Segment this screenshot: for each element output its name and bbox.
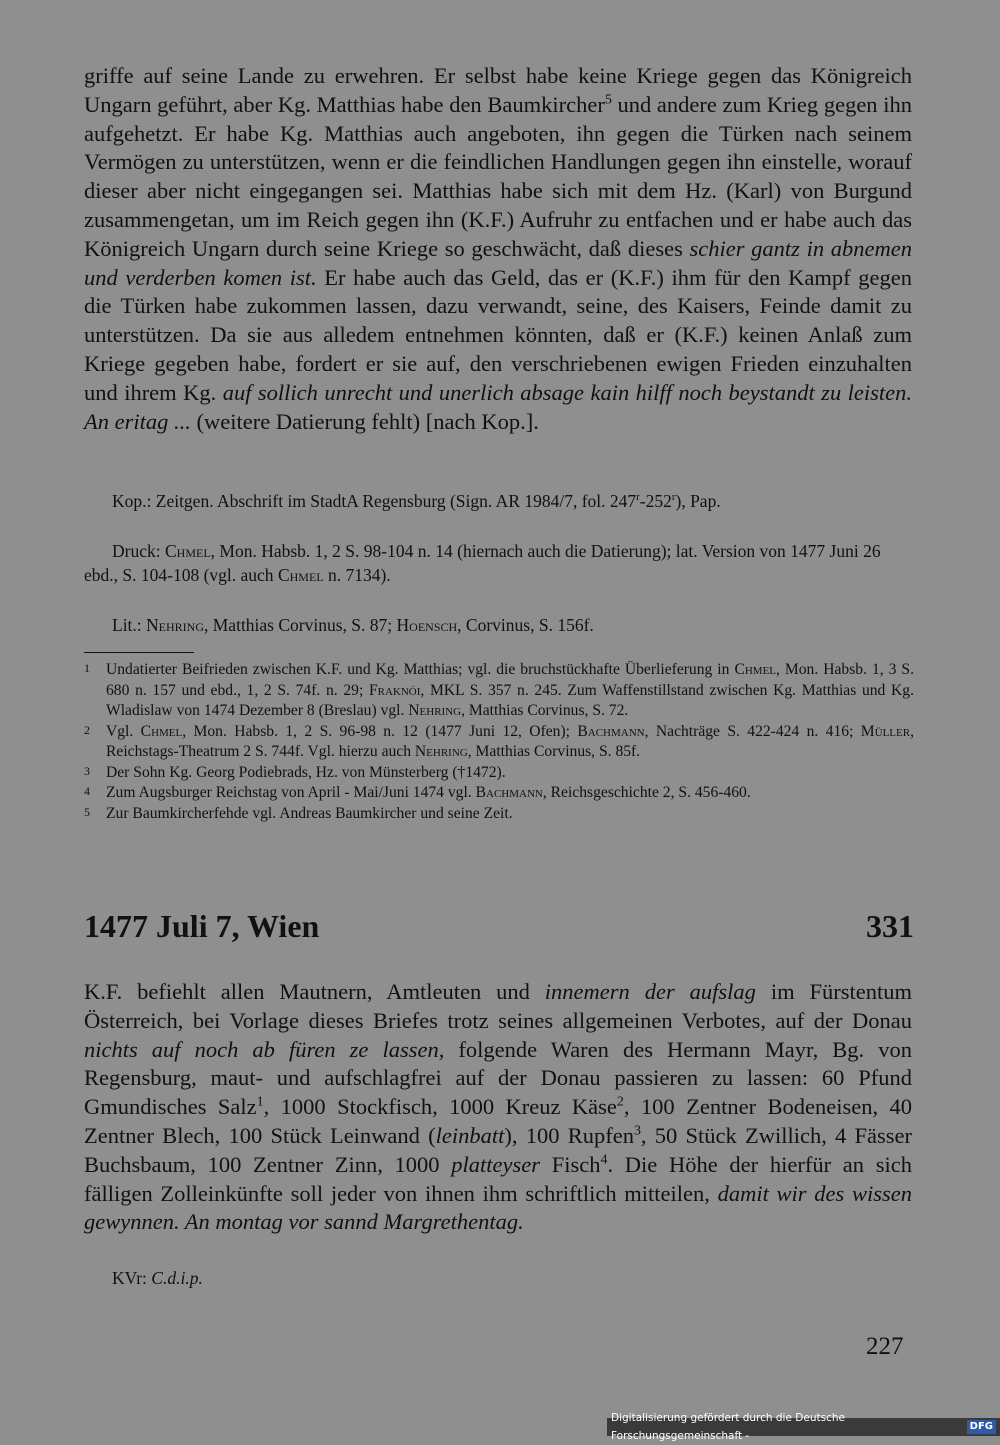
quote-italic: innemern der aufslag — [544, 979, 756, 1004]
text-run: , 1000 Stockfisch, 1000 Kreuz Käse — [263, 1094, 617, 1120]
footnote-item — [84, 722, 914, 763]
text-run: , Reichsgeschichte 2, S. 456-460. — [542, 784, 751, 801]
author-name: Chmel — [164, 541, 211, 561]
text-run: , Mon. Habsb. 1, 2 S. 96-98 n. 12 (1477 Juni 12, Ofen); — [182, 722, 578, 740]
dfg-credit-text: Digitalisierung gefördert durch die Deutsche Forschungsgemeinschaft - — [611, 1412, 845, 1442]
text-run: Er habe auch das Geld, das er (K.F.) ihm für den Kampf gegen die Türken habe zukommen lassen, dazu verwandt, seine, des Kaisers, Feinde damit zu unterstützen. Da sie aus alledem entnehmen könnten, daß er (K.F.) keinen Anlaß zum Kriege gegeben habe, fordert er sie auf, den verschriebenen ewigen Frieden einzuhalten und ihrem Kg. — [84, 264, 912, 405]
footnote-item — [84, 763, 914, 784]
text-run: . Die Höhe der hierfür an sich fälligen Zolleinkünfte soll jeder von ihnen ihm schriftlich mitteilen, — [84, 1151, 912, 1206]
text-run: , Corvinus, S. 156f. — [457, 615, 594, 635]
text-run: Vgl. — [106, 722, 141, 740]
text-run: , MKL S. 357 n. 245. Zum Waffenstillstand zwischen Kg. Matthias und Kg. Wladislaw von 1474 Dezember 8 (Breslau) vgl. — [106, 681, 914, 719]
regest-heading — [84, 904, 914, 948]
superscript: r — [671, 491, 676, 504]
source-copy-note — [84, 489, 912, 513]
author-name: Bachmann — [577, 722, 645, 740]
kvr-label: KVr: — [112, 1268, 152, 1288]
text-run: n. 7134). — [323, 565, 391, 585]
footnote-text — [106, 660, 914, 722]
text-run: K.F. befiehlt allen Mautnern, Amtleuten und — [84, 979, 545, 1004]
regest-number: 331 — [866, 908, 914, 944]
text-run: , Mon. Habsb. 1, 3 S. 680 n. 157 und ebd., 1, 2 S. 74f. n. 29; — [106, 661, 915, 699]
text-run: , Matthias Corvinus, S. 72. — [461, 702, 629, 719]
superscript: r — [636, 491, 640, 504]
footnote-number: 4 — [84, 784, 90, 798]
footnote-item — [84, 660, 914, 722]
footnote-ref[interactable]: 4 — [600, 1152, 608, 1168]
text-run: -252 — [639, 491, 672, 511]
footnote-number: 3 — [84, 763, 90, 778]
author-name: Bachmann — [475, 784, 543, 801]
kvr-note — [84, 1266, 912, 1290]
quote-italic: leinbatt — [435, 1122, 505, 1148]
author-name: Nehring — [408, 702, 462, 719]
regest-date-place: 1477 Juli 7, Wien — [84, 908, 320, 944]
text-run: , Reichstags-Theatrum 2 S. 744f. Vgl. hierzu auch — [106, 722, 914, 760]
dfg-logo-icon: DFG — [967, 1420, 996, 1434]
text-run: folgende Waren des Hermann Mayr, Bg. von Regensburg, maut- und aufschlagfrei auf der Donau passieren zu lassen: 60 Pfund Gmundisches Salz — [84, 1036, 912, 1120]
text-run: Fisch — [540, 1151, 601, 1177]
regest-paragraph-330-end — [84, 62, 912, 436]
text-run: und andere zum Krieg gegen ihn aufgehetzt. Er habe Kg. Matthias auch angeboten, ihn gegen die Türken nach seinem Vermögen zu unterstützen, wenn er die feindlichen Handlungen gegen ihn einstelle, worauf dieser aber nicht eingegangen sei. Matthias habe sich mit dem Hz. (Karl) von Burgund zusammengetan, um im Reich gegen ihn (K.F.) Aufruhr zu entfachen und er habe auch das Königreich Ungarn durch seine Kriege so geschwächt, daß dieses — [84, 91, 912, 261]
footnote-number: 5 — [84, 804, 90, 819]
dfg-credit-bar[interactable] — [607, 1412, 1000, 1442]
text-run: , Mon. Habsb. 1, 2 S. 98-104 n. 14 (hiernach auch die Datierung); lat. Version von 1477 Juni 26 ebd., S. 104-108 (vgl. auch — [84, 541, 881, 585]
footnote-text — [106, 783, 914, 804]
footnote-item — [84, 804, 914, 825]
quote-italic: damit wir des wissen gewynnen. An montag vor sannd Margrethentag. — [84, 1180, 912, 1235]
footnote-item — [84, 783, 914, 804]
text-run: Zum Augsburger Reichstag von April - Mai/Juni 1474 vgl. — [106, 784, 476, 801]
text-run: , Nachträge S. 422-424 n. 416; — [644, 722, 861, 740]
text-run: im Fürstentum Österreich, bei Vorlage dieses Briefes trotz seines allgemeinen Verbotes, auf der Donau — [84, 979, 912, 1033]
footnote-ref[interactable]: 2 — [616, 1094, 624, 1110]
text-run: griffe auf seine Lande zu erwehren. Er selbst habe keine Kriege gegen das Königreich Ungarn geführt, aber Kg. Matthias habe den Baumkircher — [84, 63, 912, 117]
literature-note — [84, 613, 912, 637]
author-name: Chmel — [734, 661, 777, 678]
author-name: Fraknói — [368, 681, 421, 699]
footnote-text: Zur Baumkircherfehde vgl. Andreas Baumkircher und seine Zeit. — [106, 804, 513, 822]
footnote-ref[interactable]: 3 — [633, 1123, 641, 1139]
regest-paragraph-331 — [84, 978, 912, 1237]
author-name: Chmel — [277, 565, 324, 585]
text-run: ), Pap. — [675, 491, 721, 511]
footnote-ref[interactable]: 5 — [604, 92, 612, 108]
footnote-number: 2 — [84, 722, 90, 737]
quote-italic: platteyser — [451, 1151, 540, 1177]
author-name: Hoensch — [396, 615, 458, 635]
text-run: ), 100 Rupfen — [504, 1122, 634, 1148]
quote-italic: auf sollich unrecht und unerlich absage kain hilff noch beystandt zu leisten. An eritag ... — [84, 379, 912, 434]
footnote-number: 1 — [84, 661, 90, 675]
author-name: Müller — [860, 722, 911, 740]
footnotes — [84, 660, 914, 824]
text-run: , Matthias Corvinus, S. 87; — [204, 615, 397, 635]
text-run: , 100 Zentner Bodeneisen, 40 Zentner Blech, 100 Stück Leinwand ( — [84, 1094, 913, 1148]
footnote-text — [106, 722, 914, 763]
page-number: 227 — [866, 1333, 904, 1360]
footnote-divider — [84, 652, 194, 653]
text-run: (weitere Datierung fehlt) [nach Kop.]. — [190, 408, 539, 434]
text-run: , 50 Stück Zwillich, 4 Fässer Buchsbaum, 100 Zentner Zinn, 1000 — [84, 1122, 913, 1177]
text-run: , Matthias Corvinus, S. 85f. — [467, 743, 641, 760]
text-run: Kop.: Zeitgen. Abschrift im StadtA Regensburg (Sign. AR 1984/7, fol. 247 — [112, 491, 637, 511]
quote-italic: schier gantz in abnemen und verderben komen ist. — [84, 235, 912, 290]
text-run: Lit.: — [112, 615, 147, 635]
footnote-text: Der Sohn Kg. Georg Podiebrads, Hz. von Münsterberg (†1472). — [106, 763, 506, 781]
author-name: Chmel — [140, 722, 183, 740]
quote-italic: nichts auf noch ab füren ze lassen, — [84, 1036, 445, 1062]
kvr-value: C.d.i.p. — [151, 1268, 203, 1288]
author-name: Nehring — [414, 743, 468, 760]
print-note — [84, 539, 912, 587]
text-run: Undatierter Beifrieden zwischen K.F. und Kg. Matthias; vgl. die bruchstückhafte Überlieferung in — [106, 661, 735, 678]
footnote-ref[interactable]: 1 — [256, 1094, 264, 1110]
text-run: Druck: — [112, 541, 165, 561]
author-name: Nehring — [146, 615, 204, 635]
